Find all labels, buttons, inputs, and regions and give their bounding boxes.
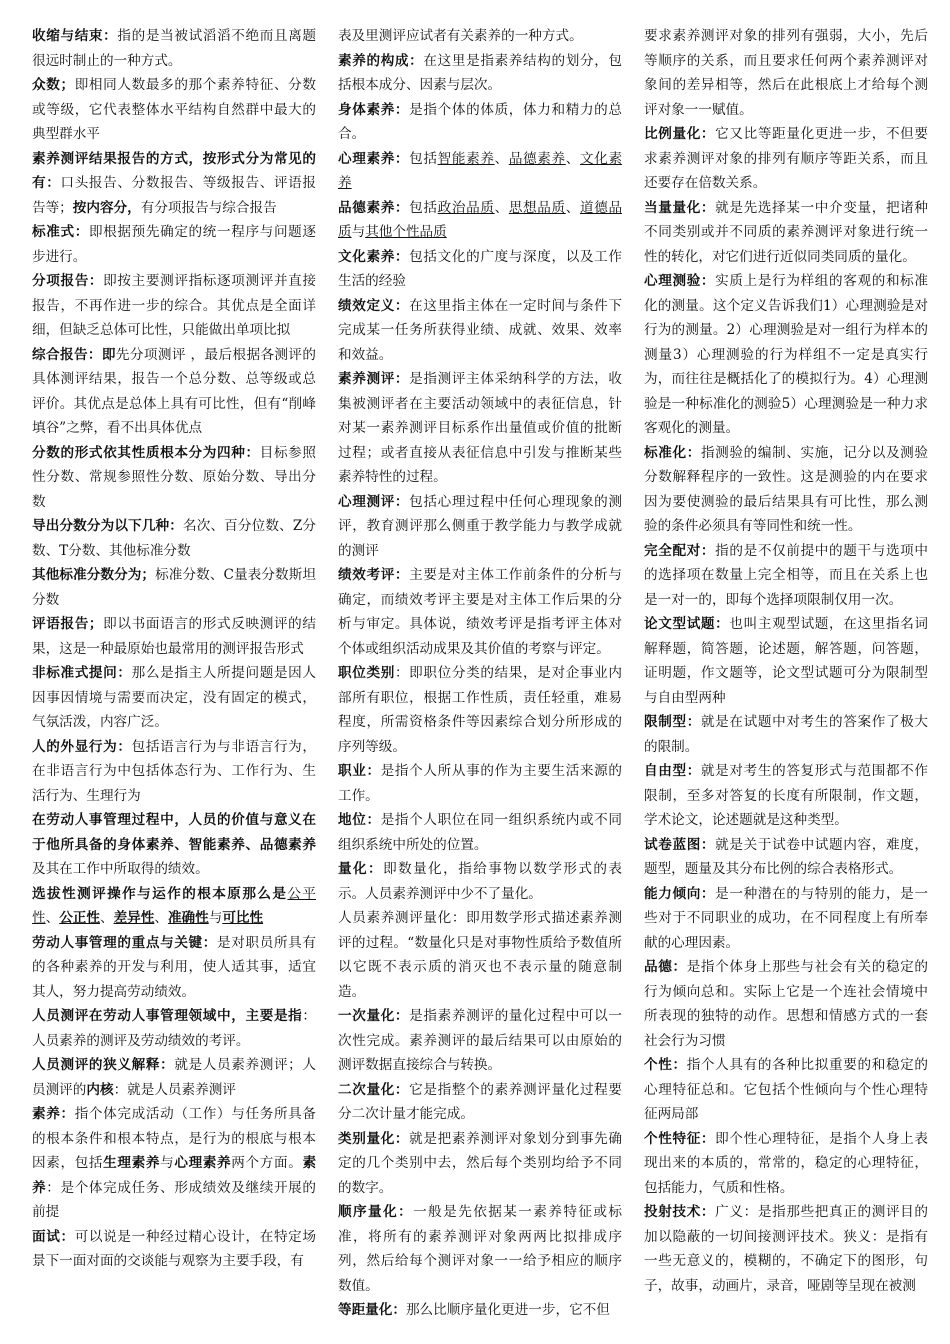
definition: 指的是当被试滔滔不绝而且离题很远时制止的一种方式。 <box>32 28 316 69</box>
term: 素养测评结果报告的方式，按形式分为常见的有： <box>32 150 316 191</box>
entry-gexing <box>644 1053 928 1127</box>
term: 绩效定义： <box>338 297 410 314</box>
term: 当量量化： <box>644 199 716 216</box>
definition: 包括 <box>409 150 438 167</box>
term: 等距量化： <box>338 1302 406 1318</box>
term: 收缩与结束： <box>32 28 118 44</box>
definition: 就是对考生的答复形式与范围都不作限制，至多对答复的长度有所限制，作文题，学术论文，论述题就是这种类型。 <box>644 763 928 828</box>
definition: 在这里指主体在一定时间与条件下完成某一任务所获得业绩、成就、效果、效率和效益。 <box>338 297 622 363</box>
definition: 包括文化的广度与深度，以及工作生活的经验 <box>338 248 622 289</box>
term: 众数； <box>32 77 75 93</box>
term: 试卷蓝图： <box>644 836 716 853</box>
entry-daochu-fenshu <box>32 514 316 563</box>
term: 个性特征： <box>644 1130 716 1147</box>
definition: 主要是对主体工作前条件的分析与确定，而绩效考评主要是对主体工作后果的分析与审定。具体说，绩效考评是指考评主体对个体或组织活动成果及其价值的考察与评定。 <box>338 567 622 657</box>
entry-zhiye <box>338 759 622 808</box>
entry-pinde <box>644 955 928 1053</box>
term: 素养： <box>32 1106 75 1122</box>
entry-yici-lianghua <box>338 1004 622 1078</box>
entry-zonghe-baogao <box>32 343 316 441</box>
definition: 标准分数、C量表分数斯坦分数 <box>32 567 316 608</box>
definition: 指的是不仅前提中的题干与选项中的选择项在数量上完全相等，而且在关系上也是一对一的，即每个选择项限制仅用一次。 <box>644 542 928 608</box>
definition: 它又比等距量化更进一步，不但要求素养测评对象的排列有顺序等距关系，而且还要存在倍数关系。 <box>644 126 928 191</box>
entry-ceping-lianghua <box>338 906 622 1004</box>
entry-wenhua-suyang <box>338 245 622 294</box>
entry-zhongshu <box>32 73 316 147</box>
entry-mianshi <box>32 1225 316 1274</box>
entry-suyang <box>32 1102 316 1225</box>
definition: 即数量化，指给事物以数学形式的表示。人员素养测评中少不了量化。 <box>338 861 622 902</box>
term: 比例量化： <box>644 126 716 142</box>
definition: 先分项测评 ，最后根据各测评的具体测评结果，报告一个总分数、总等级或总评价。其优点是总体上具有可比性，但有“削峰填谷”之弊，看不出具体优点 <box>32 346 316 436</box>
definition: 就是关于试卷中试题内容，难度，题型，题量及其分布比例的综合表格形式。 <box>644 836 928 877</box>
term: 分项报告： <box>32 273 104 289</box>
definition: ：是个体完成任务、形成绩效及继续开展的前提 <box>32 1179 316 1220</box>
entry-xianzhixing <box>644 710 928 759</box>
entry-dengju-cont <box>644 24 928 122</box>
definition: 两个方面。 <box>231 1155 303 1171</box>
entry-gexing-tezheng <box>644 1127 928 1201</box>
definition: 是指素养测评的量化过程中可以一次性完成。素养测评的最后结果可以由原始的测评数据直接综合与转换。 <box>338 1008 622 1073</box>
term: 心理素养 <box>174 1155 232 1171</box>
entry-xinli-ceyan <box>644 269 928 441</box>
term: 品德素养： <box>338 199 410 216</box>
term: 素养 <box>32 1155 316 1196</box>
term: 标准化： <box>644 444 701 461</box>
entry-shenti-suyang <box>338 98 622 147</box>
term: 品德： <box>644 959 687 975</box>
definition: 是一种潜在的与特别的能力，是一些对于不同职业的成功，在不同程度上有所奉献的心理因素。 <box>644 885 928 951</box>
term: 选拔性测评操作与运作的根本原那么是 <box>32 885 288 902</box>
definition: 即以书面语言的形式反映测评的结果，这是一种最原始也最常用的测评报告形式 <box>32 616 316 657</box>
term: 论文型试题： <box>644 616 730 632</box>
term: 职位类别 <box>338 665 395 681</box>
definition: 是指个人所从事的作为主要生活来源的工作。 <box>338 763 622 804</box>
definition: 在这里是指素养结构的划分，包括根本成分、因素与层次。 <box>338 52 622 93</box>
definition: 表及里测评应试者有关素养的一种方式。 <box>338 28 583 44</box>
entry-wanquan-peidui <box>644 539 928 613</box>
definition: 是指个人职位在同一组织系统内或不同组织系统中所处的位置。 <box>338 812 622 853</box>
entry-feibiaozhun <box>32 661 316 735</box>
entry-leibie-lianghua <box>338 1127 622 1201</box>
entry-pinde-suyang: 品德素养：包括政治品质、思想品质、道德品质与其他个性品质 <box>338 199 622 240</box>
entry-dangliang-lianghua <box>644 196 928 270</box>
term: 导出分数分为以下几种： <box>32 518 183 534</box>
entry-xiayi-jieshi <box>32 1053 316 1102</box>
definition: 要求素养测评对象的排列有强弱，大小，先后等顺序的关系，而且要求任何两个素养测评对象间的差异相等，然后在此根底上才给每个测评对象一一赋值。 <box>644 28 928 118</box>
link-underlined: 思想品质 <box>508 199 566 216</box>
column-1 <box>32 24 316 1344</box>
term: 素养的构成： <box>338 52 424 69</box>
entry-fenshu-xingshi <box>32 441 316 515</box>
term: 综合报告：即 <box>32 346 116 363</box>
entry-suyang-goucheng <box>338 49 622 98</box>
definition: 也叫主观型试题，在这里指名词解释题，简答题，论述题，解答题，问答题，证明题，作文题等，论文型试题可分为限制型与自由型两种 <box>644 616 928 706</box>
term: 标准式： <box>32 224 89 240</box>
entry-diwei <box>338 808 622 857</box>
principle-underlined: 可比性 <box>222 910 264 926</box>
principle-underlined: 差异性 <box>113 910 155 926</box>
entry-toushe-jishu <box>644 1200 928 1298</box>
term: 能力倾向： <box>644 885 716 902</box>
term: 自由型： <box>644 763 701 779</box>
term: 内核 <box>86 1081 114 1098</box>
link-underlined: 政治品质 <box>437 199 495 216</box>
entry-shijuan-lantu <box>644 833 928 882</box>
term: 二次量化： <box>338 1081 410 1098</box>
entry-pingyu-baogao <box>32 612 316 661</box>
term: 非标准式提问： <box>32 665 132 681</box>
term: 个性： <box>644 1057 687 1073</box>
entry-shousuo <box>32 24 316 73</box>
term: 类别量化： <box>338 1130 410 1147</box>
term: 一次量化： <box>338 1008 410 1024</box>
entry-dengju-lianghua <box>338 1298 622 1323</box>
principle-underlined: 公平性 <box>32 885 316 926</box>
entry-laodong-renshi <box>32 808 316 882</box>
entry-fenxiang-baogao <box>32 269 316 343</box>
entry-lianghua <box>338 857 622 906</box>
principle-underlined: 准确性 <box>167 910 209 926</box>
definition: 可以说是一种经过精心设计，在特定场景下一面对面的交谈能与观察为主要手段，有 <box>32 1228 316 1269</box>
term: 完全配对： <box>644 542 716 559</box>
definition: 是指个体的体质，体力和精力的总合。 <box>338 101 622 142</box>
entry-waixian-xingwei <box>32 735 316 809</box>
term: 人的外显行为： <box>32 738 132 755</box>
entry-qita-biaozhun <box>32 563 316 612</box>
entry-biaozhunhua <box>644 441 928 539</box>
term: 身体素养： <box>338 101 410 118</box>
definition: 口头报告、分数报告、等级报告、评语报告等；按内容分，有分项报告与综合报告 <box>32 175 316 216</box>
entry-xinli-ceping <box>338 490 622 564</box>
term: 顺序量化： <box>338 1204 414 1220</box>
entry-ziyouxing <box>644 759 928 833</box>
entry-baogao-fangshi <box>32 147 316 221</box>
definition: 指测验的编制、实施，记分以及测验分数解释程序的一致性。这是测验的内在要求因为要使测验的最后结果具有可比性，那么测验的条件必须具有等同性和统一性。 <box>644 444 928 534</box>
definition: 就是在试题中对考生的答案作了极大的限制。 <box>644 714 928 755</box>
definition: ：人员素养的测评及劳动绩效的考评。 <box>32 1008 316 1049</box>
definition: 那么是指主人所提问题是因人因事因情境与需要而决定，没有固定的模式，气氛活泼，内容广泛。 <box>32 665 316 730</box>
link-underlined: 其他个性品质 <box>365 224 447 240</box>
column-2 <box>338 24 622 1344</box>
principle-underlined: 公正性 <box>59 910 100 926</box>
link-underlined: 文化素养 <box>338 150 622 191</box>
definition: 即根据预先确定的统一程序与问题逐步进行。 <box>32 224 316 265</box>
definition: 即相同人数最多的那个素养特征、分数或等级，它代表整体水平结构自然群中最大的典型群水平 <box>32 77 316 142</box>
definition: 与 <box>160 1155 175 1171</box>
entry-xinli-suyang: 心理素养：包括智能素养、品德素养、文化素养 <box>338 150 622 191</box>
term: 文化素养： <box>338 248 410 265</box>
definition: 包括心理过程中任何心理现象的测评，教育测评那么侧重于教学能力与教学成就的测评 <box>338 493 622 559</box>
definition: 即个性心理特征，是指个人身上表现出来的本质的，常常的，稳定的心理特征，包括能力，气质和性格。 <box>644 1130 928 1196</box>
entry-renyuan-ceping <box>32 1004 316 1053</box>
definition: 广义：是指那些把真正的测评目的加以隐蔽的一切间接测评技术。狭义：是指有一些无意义的，模糊的，不确定下的图形，句子，故事，动画片，录音，哑剧等呈现在被测 <box>644 1204 928 1294</box>
term: 评语报告； <box>32 616 103 632</box>
term: 心理素养： <box>338 150 410 167</box>
definition: ：即职位分类的结果，是对企事业内部所有职位，根据工作性质，责任轻重，难易程度，所需资格条件等因素综合划分所形成的序列等级。 <box>338 665 622 755</box>
term: 其他标准分数分为； <box>32 567 156 583</box>
definition: 目标参照性分数、常规参照性分数、原始分数、导出分数 <box>32 444 316 510</box>
definition: 它是指整个的素养测评量化过程要分二次计量才能完成。 <box>338 1081 622 1122</box>
entry-bili-lianghua <box>644 122 928 196</box>
term: 按内容分， <box>72 199 141 216</box>
term: 心理测验： <box>644 273 716 289</box>
term: 分数的形式依其性质根本分为四种： <box>32 444 260 461</box>
entry-mianshi-cont <box>338 24 622 49</box>
term: 投射技术： <box>644 1204 716 1220</box>
term: 地位： <box>338 812 381 828</box>
term: 心理测评： <box>338 493 410 510</box>
term: 量化： <box>338 861 384 877</box>
definition: 人员素养测评量化：即用数学形式描述素养测评的过程。“数量化只是对事物性质给予数值所以它既不表示质的消灭也不表示量的随意制造。 <box>338 910 622 1000</box>
entry-shunxu-lianghua <box>338 1200 622 1298</box>
column-3 <box>644 24 928 1344</box>
term: 在劳动人事管理过程中，人员的价值与意义在于他所具备的身体素养、智能素养、品德素养 <box>32 812 316 853</box>
entry-lunwenxing-shiti <box>644 612 928 710</box>
definition: 包括语言行为与非语言行为，在非语言行为中包括体态行为、工作行为、生活行为、生理行为 <box>32 738 316 804</box>
entry-suyang-ceping <box>338 367 622 490</box>
link-underlined: 道德品质 <box>338 199 622 240</box>
definition: 名次、百分位数、Z分数、T分数、其他标准分数 <box>32 518 316 559</box>
definition: 指个人具有的各种比拟重要的和稳定的心理特征总和。它包括个性倾向与个性心理特征两局部 <box>644 1057 928 1122</box>
definition: 就是先选择某一中介变量，把诸种不同类别或并不同质的素养测评对象进行统一性的转化，对它们进行近似同类同质的量化。 <box>644 199 928 265</box>
definition: 是对职员所具有的各种素养的开发与利用，使人适其事，适宜其人，努力提高劳动绩效。 <box>32 934 316 1000</box>
term: 人员测评的狭义解释： <box>32 1057 175 1073</box>
term: 职业： <box>338 763 381 779</box>
definition: 实质上是行为样组的客观的和标准化的测量。这个定义告诉我们1）心理测验是对行为的测量。2）心理测验是对一组行为样本的测量3）心理测验的行为样组不一定是真实行为，而往往是概括化了的模拟行为。4）心理测验是一种标准化的测验5）心理测验是一种力求客观化的测量。 <box>644 273 928 436</box>
definition: 就是把素养测评对象划分到事先确定的几个类别中去，然后每个类别均给予不同的数字。 <box>338 1130 622 1196</box>
entry-nengli-qingxiang <box>644 882 928 956</box>
definition: 就是人员素养测评；人员测评的 <box>32 1057 316 1098</box>
link-underlined: 智能素养 <box>437 150 495 167</box>
entry-zhiwei-leibie <box>338 661 622 759</box>
entry-xuanba-yuanze: 选拔性测评操作与运作的根本原那么是公平性、公正性、差异性、准确性与可比性 <box>32 885 316 926</box>
definition: 即按主要测评指标逐项测评并直接报告，不再作进一步的综合。其优点是全面详细，但缺乏总体可比性，只能做出单项比拟 <box>32 273 316 338</box>
definition: ：就是人员素养测评 <box>113 1081 236 1098</box>
entry-erci-lianghua <box>338 1078 622 1127</box>
definition: 指个体完成活动（工作）与任务所具备的根本条件和根本特点，是行为的根底与根本因素，包括 <box>32 1106 316 1171</box>
entry-biaozhunshi <box>32 220 316 269</box>
definition: 那么比顺序量化更进一步，它不但 <box>405 1302 610 1318</box>
term: 限制型： <box>644 714 701 730</box>
term: 绩效考评： <box>338 567 410 583</box>
entry-jixiao-dingyi <box>338 294 622 368</box>
link-underlined: 品德素养 <box>508 150 566 167</box>
entry-zhongdian-guanjian <box>32 931 316 1005</box>
term: 生理素养 <box>103 1155 161 1171</box>
entry-jixiao-kaoping <box>338 563 622 661</box>
definition: 是指测评主体采纳科学的方法，收集被测评者在主要活动领域中的表征信息，针对某一素养测评目标系作出量值或价值的批断过程；或者直接从表征信息中引发与推断某些素养特性的过程。 <box>338 371 622 485</box>
definition: 一般是先依据某一素养特征或标准，将所有的素养测评对象两两比拟排成序列，然后给每个测评对象一一给予相应的顺序数值。 <box>338 1204 622 1294</box>
definition: 包括 <box>409 199 438 216</box>
term: 人员测评在劳动人事管理领域中，主要是指 <box>32 1008 303 1024</box>
term: 面试： <box>32 1228 75 1245</box>
definition: 是指个体身上那些与社会有关的稳定的行为倾向总和。实际上它是一个连社会情境中所表现的独特的动作。思想和情感方式的一套社会行为习惯 <box>644 959 928 1049</box>
definition: 及其在工作中所取得的绩效。 <box>32 861 209 877</box>
term: 劳动人事管理的重点与关键： <box>32 934 218 951</box>
term: 素养测评： <box>338 371 410 387</box>
